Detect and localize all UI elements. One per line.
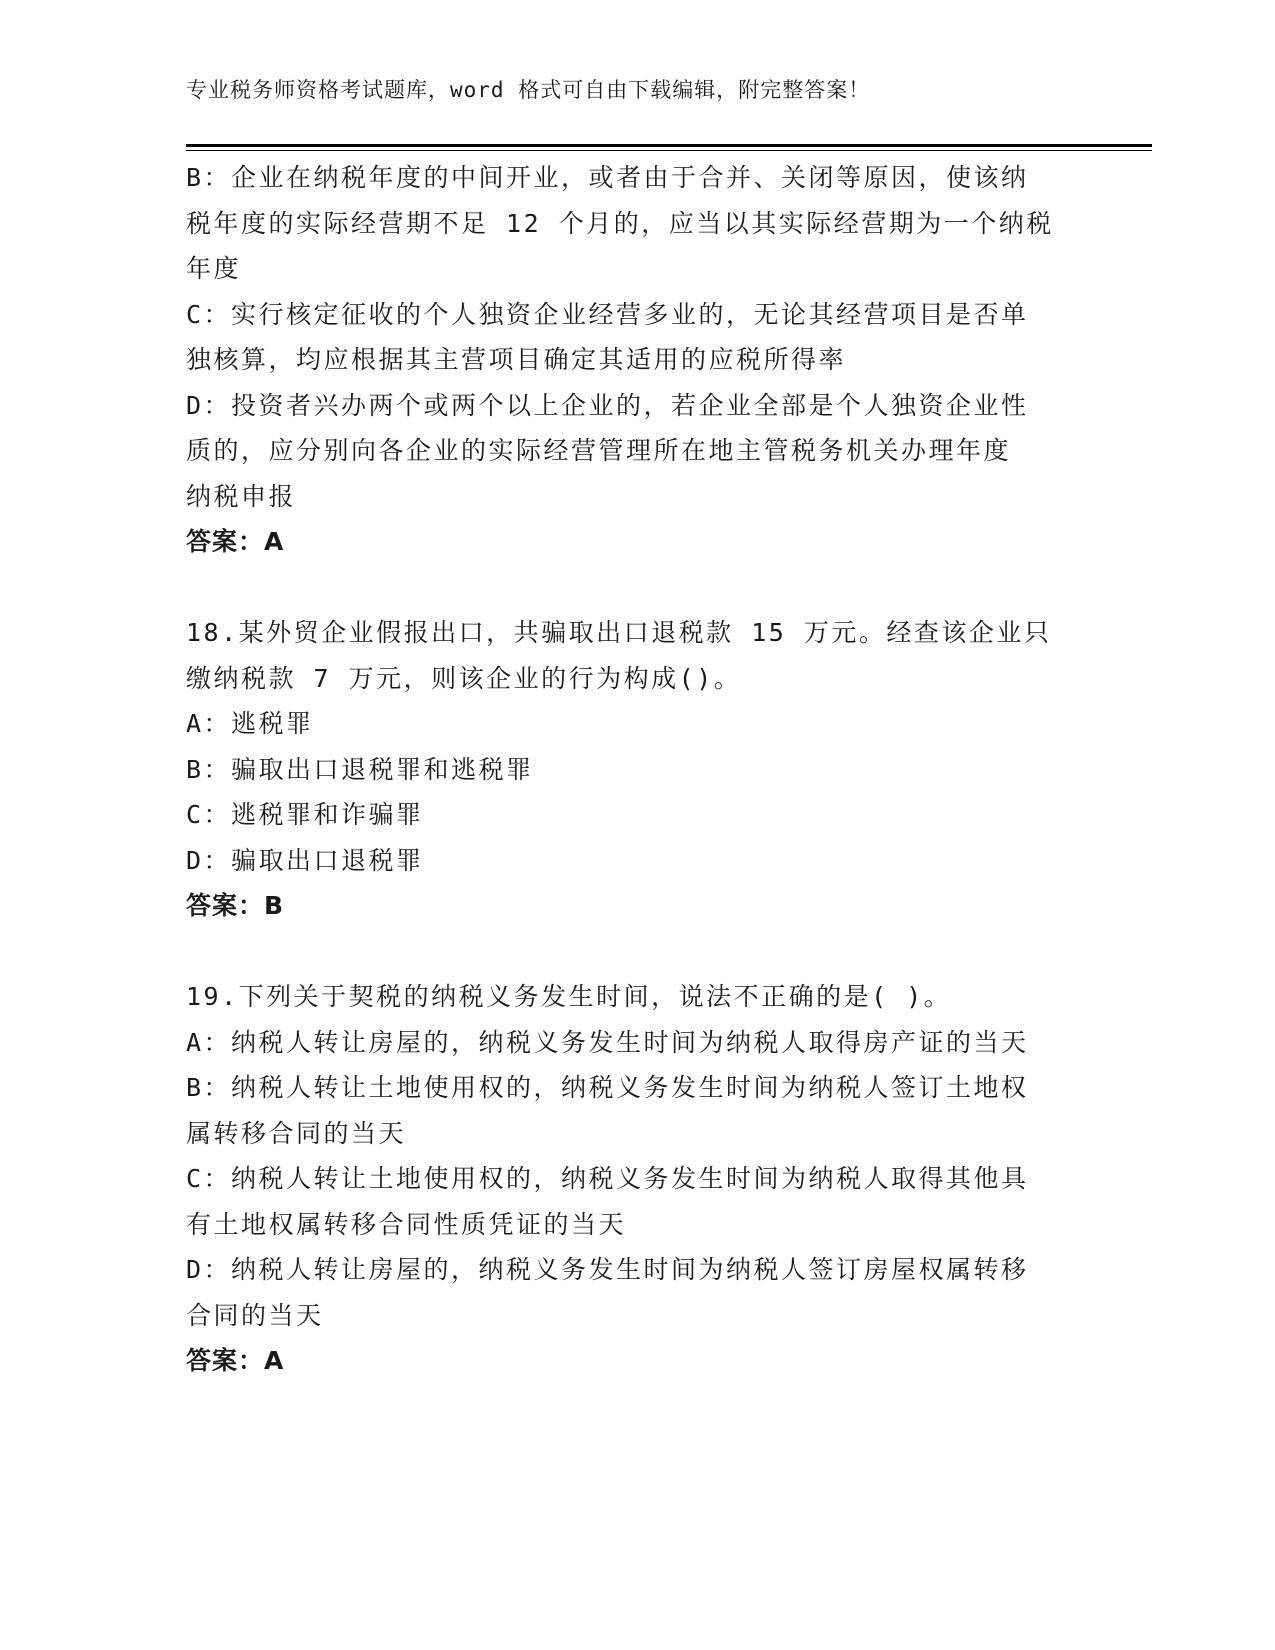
option-b: B：纳税人转让土地使用权的，纳税义务发生时间为纳税人签订土地权	[186, 1073, 1029, 1102]
header-rule-thin	[186, 150, 1152, 151]
option-line: C：实行核定征收的个人独资企业经营多业的，无论其经营项目是否单	[186, 299, 1029, 329]
spacer	[186, 565, 1086, 611]
option-c: C：纳税人转让土地使用权的，纳税义务发生时间为纳税人取得其他具	[186, 1164, 1029, 1193]
option-a: A：逃税罪	[186, 709, 314, 738]
option-d: D：纳税人转让房屋的，纳税义务发生时间为纳税人签订房屋权属转移	[186, 1255, 1029, 1284]
option-b: 属转移合同的当天	[186, 1118, 407, 1148]
option-d: D：骗取出口退税罪	[186, 845, 424, 875]
option-line: 纳税申报	[186, 481, 297, 511]
question-18	[186, 610, 1086, 929]
option-d: 合同的当天	[186, 1300, 324, 1330]
option-line: D：投资者兴办两个或两个以上企业的，若企业全部是个人独资企业性	[186, 390, 1029, 420]
option-c: C：逃税罪和诈骗罪	[186, 800, 424, 829]
option-line: 年度	[186, 254, 242, 283]
question-19	[186, 974, 1086, 1384]
option-line: B：企业在纳税年度的中间开业，或者由于合并、关闭等原因，使该纳	[186, 163, 1029, 192]
question-17-tail	[186, 155, 1086, 565]
option-line: 独核算，均应根据其主营项目确定其适用的应税所得率	[186, 345, 847, 374]
option-line: 质的，应分别向各企业的实际经营管理所在地主管税务机关办理年度	[186, 436, 1012, 465]
question-stem: 缴纳税款 7 万元，则该企业的行为构成()。	[186, 663, 742, 693]
answer-label: 答案：A	[186, 1346, 285, 1375]
document-body	[186, 155, 1086, 1384]
option-line: 税年度的实际经营期不足 12 个月的，应当以其实际经营期为一个纳税	[186, 208, 1054, 238]
header-rule-thick	[186, 144, 1152, 147]
spacer	[186, 929, 1086, 975]
page-header: 专业税务师资格考试题库，word 格式可自由下载编辑，附完整答案！	[186, 78, 871, 102]
option-a: A：纳税人转让房屋的，纳税义务发生时间为纳税人取得房产证的当天	[186, 1027, 1029, 1057]
option-c: 有土地权属转移合同性质凭证的当天	[186, 1209, 627, 1239]
question-stem: 19.下列关于契税的纳税义务发生时间，说法不正确的是( )。	[186, 982, 952, 1011]
option-b: B：骗取出口退税罪和逃税罪	[186, 754, 534, 784]
question-stem: 18.某外贸企业假报出口，共骗取出口退税款 15 万元。经查该企业只	[186, 618, 1052, 647]
answer-label: 答案：A	[186, 527, 285, 556]
answer-label: 答案：B	[186, 891, 285, 920]
